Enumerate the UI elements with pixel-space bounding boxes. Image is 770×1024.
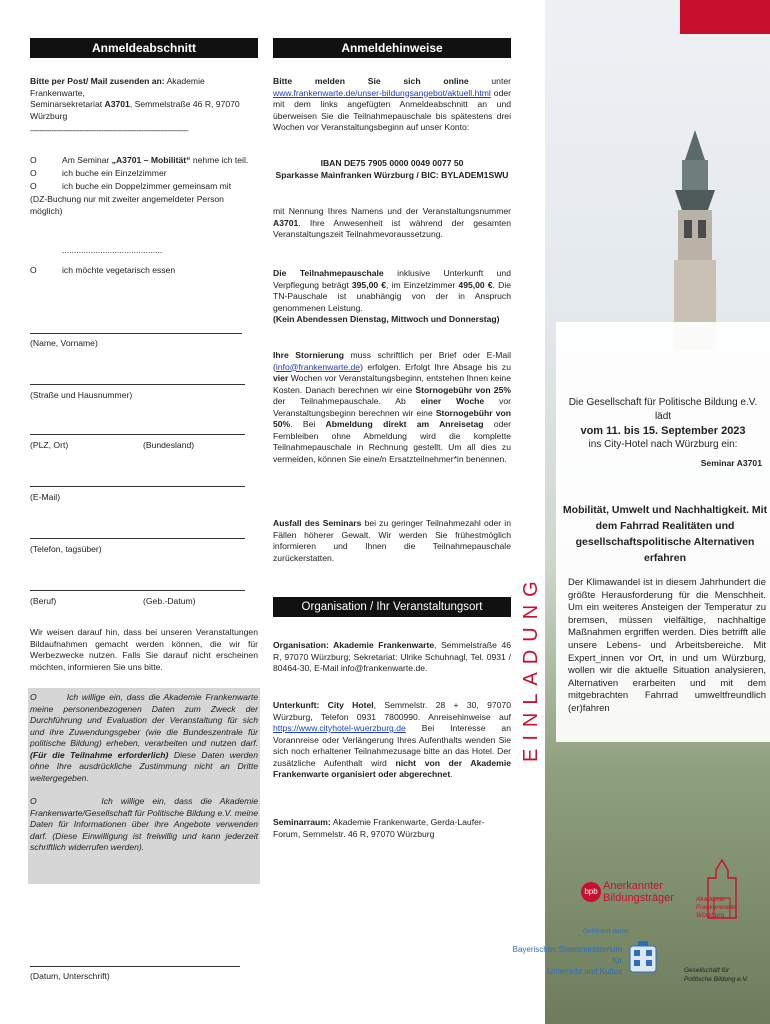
cut-line: ------------------------------------------------------------------- (30, 125, 189, 135)
fee-label: Die Teilnahmepauschale (273, 268, 384, 278)
cancel-one-week: einer Woche (420, 396, 485, 406)
akademie-label (696, 896, 736, 920)
cancel-same-day: Abmeldung direkt am Anreisetag (325, 419, 484, 429)
organisation-label: Organisation: Akademie Frankenwarte (273, 640, 435, 650)
gpb-line-1: Gesellschaft für (684, 967, 730, 974)
ministry-line-1: Bayerisches Staatsministerium für (512, 945, 622, 965)
email-field[interactable] (30, 486, 245, 487)
address-line-2a: Seminarsekretariat (30, 99, 105, 109)
register-online-label: Bitte melden Sie sich online (273, 76, 469, 86)
seminar-description: Der Klimawandel ist in diesem Jahrhundert die größte Herausforderung für die Menschheit. Um ein weiteres Ansteigen der Temperatur zu bremsen, müssen vielfältige, nachhaltige Maßnahmen ergriffen werden. Dies betrifft alle unsere Lebens- und Arbeitsbereiche. Mit Expert_innen vor Ort, in und um Würzburg, wollen wir die aktuelle Situation analysieren, Alternativen erarbeiten und mit dem mitgebrachten Fahrrad umweltfreundlich (er)fahren (568, 577, 766, 714)
consent-required-note: (Für die Teilnahme erforderlich) (30, 749, 169, 760)
birthdate-label: (Geb.-Datum) (143, 596, 196, 606)
cancel-text-f: . Bei (290, 419, 326, 429)
akademie-line-2: Frankenwarte (696, 904, 736, 911)
signature-field[interactable] (30, 966, 240, 967)
checkbox-attend[interactable]: O (30, 155, 37, 165)
fee-price-double: 395,00 € (351, 279, 387, 290)
bpb-logo: bpb (581, 882, 601, 902)
name-field[interactable] (30, 333, 242, 334)
seminar-title: Mobilität, Umwelt und Nachhaltigkeit. Mit dem Fahrrad Realitäten und gesellschaftspolitische Alternativen erfahren (562, 504, 768, 564)
cancel-text-e: vor Veranstaltungsbeginn berechnen wir eine (273, 396, 512, 418)
akademie-line-3: Würzburg (696, 912, 725, 919)
checkbox-single-room[interactable]: O (30, 168, 37, 178)
cancel-text-d: der Teilnahmepauschale. Ab (273, 396, 421, 406)
checkbox-consent-data[interactable]: O (30, 692, 37, 702)
ministry-line-2: Unterricht und Kultus (547, 967, 622, 976)
einladung-vertical-title (517, 500, 543, 770)
single-room-label: ich buche ein Einzelzimmer (62, 168, 167, 178)
bpb-line-1: Anerkannter (603, 880, 663, 892)
consent-box (28, 688, 260, 884)
hotel-text-b: Bei Interesse an Vorannreise oder Verlängerung Ihres Aufenthalts wenden Sie sich noch erhaltener Teilnahmezusage bitte an das Hotel. Der zusätzliche Aufenthalt wird (273, 723, 511, 768)
address-line-1: Akademie Frankenwarte, (30, 76, 205, 98)
bavarian-crest-icon (626, 940, 660, 976)
option-attend[interactable] (30, 155, 258, 167)
state-label: (Bundesland) (143, 440, 195, 450)
organisation-text (273, 640, 511, 675)
hotel-text (273, 700, 511, 781)
email-label: (E-Mail) (30, 492, 61, 502)
reference-code: A3701 (273, 217, 299, 228)
consent-data-text: Ich willige ein, dass die Akademie Frankenwarte meine personenbezogenen Daten zum Zweck der Durchführung und Evaluation der Veranstaltung für sich und ihre Zuwendungsgeber (wie die Bundeszentrale für politische Bildung) erheben, verarbeiten und nutzen darf. (30, 692, 258, 748)
seminar-cancellation-text (273, 518, 511, 564)
reference-note (273, 206, 511, 241)
bpb-label (603, 880, 674, 904)
invitation-intro (560, 396, 766, 452)
registration-notes-header: Anmeldehinweise (273, 38, 511, 58)
register-text-b: oder mit dem links angefügten Anmeldeabschnitt an und überweisen Sie die Teilnahmepauschale bis spätestens drei Wochen vor Veranstaltungsbeginn auf unser Konto: (273, 87, 511, 132)
seminar-room-text (273, 817, 511, 840)
street-field[interactable] (30, 384, 245, 385)
cancellation-label: Ihre Stornierung (273, 350, 344, 360)
seminar-number: Seminar A3701 (700, 458, 762, 468)
vegetarian-label: ich möchte vegetarisch essen (62, 265, 176, 275)
red-accent-block (680, 0, 770, 34)
gpb-line-2: Politische Bildung e.V. (684, 976, 749, 983)
companion-field[interactable]: .......................................... (62, 245, 163, 255)
phone-label: (Telefon, tagsüber) (30, 544, 102, 554)
consent-data-text-end: Diese Daten werden ohne Ihre ausdrückliche Zustimmung nicht an Dritte weitergegeben. (30, 749, 258, 783)
seminar-cancel-body: bei zu geringer Teilnahmezahl oder in Fällen höherer Gewalt. Wir werden Sie frühestmöglich informieren und Ihnen die Teilnahmepauschale zurückerstatten. (273, 518, 511, 563)
invitation-line-1: Die Gesellschaft für Politische Bildung e.V. lädt (568, 397, 758, 422)
fee-text-c: . Die TN-Pauschale ist unabhängig von der in Anspruch genommenen Leistung. (273, 279, 512, 313)
checkbox-double-room[interactable]: O (30, 181, 37, 191)
fee-text-b: , im Einzelzimmer (386, 279, 459, 290)
double-room-note: (DZ-Buchung nur mit zweiter angemeldeter Person möglich) (30, 194, 224, 216)
tower-illustration (660, 130, 730, 350)
signature-label: (Datum, Unterschrift) (30, 971, 110, 981)
cancel-fee-25: Stornogebühr von 25% (415, 384, 512, 395)
mailing-address (30, 76, 258, 122)
registration-link[interactable]: www.frankenwarte.de/unser-bildungsangebot/aktuell.html (273, 87, 491, 98)
seminar-code: A3701 (104, 99, 130, 109)
name-label: (Name, Vorname) (30, 338, 98, 348)
email-link[interactable]: info@frankenwarte.de (275, 361, 361, 372)
checkbox-consent-info[interactable]: O (30, 796, 37, 806)
gpb-label (684, 966, 748, 984)
cancel-text-g: oder Fernbleiben ohne Abmeldung wird die komplette Teilnahmepauschale in Rechnung gestellt. Um all dies zu vermeiden, können Sie eine/n Ersatzteilnehmer*in benennen. (273, 419, 511, 464)
option-vegetarian[interactable] (30, 265, 258, 277)
fee-dinner-note: (Kein Abendessen Dienstag, Mittwoch und Donnerstag) (273, 314, 500, 324)
city-label: (PLZ, Ort) (30, 440, 69, 450)
job-field[interactable] (30, 590, 245, 591)
bpb-line-2: Bildungsträger (603, 892, 674, 904)
organisation-header: Organisation / Ihr Veranstaltungsort (273, 597, 511, 617)
photo-notice: Wir weisen darauf hin, dass bei unseren Veranstaltungen Bildaufnahmen gemacht werden können, die wir für Werbezwecke nutzen. Falls Sie darauf nicht erscheinen möchten, informieren Sie uns bitte. (30, 627, 258, 672)
seminar-room-label: Seminarraum: (273, 817, 331, 827)
seminar-room-body: Akademie Frankenwarte, Gerda-Laufer-Forum, Semmelstr. 46 R, 97070 Würzburg (273, 817, 485, 839)
address-label: Bitte per Post/ Mail zusenden an: (30, 76, 165, 86)
fee-price-single: 495,00 € (458, 279, 493, 290)
hotel-text-a: , Semmelstr. 28 + 30, 97070 Würzburg, Telefon 0931 7800990. Anreisehinweise auf (273, 700, 511, 722)
einladung-text: EINLADUNG (520, 573, 542, 762)
cancel-fee-50: Stornogebühr von 50% (273, 407, 511, 429)
reference-text-b: . Ihre Anwesenheit ist während der gesamten Veranstaltungszeit Teilnahmevoraussetzung. (273, 217, 511, 239)
akademie-line-1: Akademie (696, 896, 725, 903)
consent-info-text: Ich willige ein, dass die Akademie Frankenwarte/Gesellschaft für Politische Bildung e.V. meine Daten für Informationen über ihre Angebote verwenden darf. (Diese Einwilligung ist freiwillig und kann jederzeit schriftlich widerrufen werden). (30, 796, 258, 852)
attend-label: Am Seminar (62, 155, 112, 165)
checkbox-vegetarian[interactable]: O (30, 265, 37, 275)
hotel-not-organised: nicht von der Akademie Frankenwarte organisiert oder abgerechnet (273, 757, 511, 779)
cancellation-text (273, 350, 511, 465)
cancel-text-a: muss schriftlich per Brief oder E-Mail ( (273, 350, 511, 372)
hotel-link[interactable]: https://www.cityhotel-wuerzburg.de (273, 723, 406, 733)
option-single-room[interactable] (30, 168, 258, 180)
hotel-text-c: . (450, 769, 453, 779)
attend-seminar-name: „A3701 – Mobilität“ (111, 155, 191, 165)
funded-by-label: Gefördert durch: (583, 928, 631, 935)
consent-data-processing[interactable] (30, 692, 258, 784)
option-double-room[interactable] (30, 181, 258, 193)
phone-field[interactable] (30, 538, 245, 539)
invitation-line-2: ins City-Hotel nach Würzburg ein: (588, 439, 738, 450)
registration-form-header: Anmeldeabschnitt (30, 38, 258, 58)
consent-newsletter[interactable] (30, 796, 258, 854)
ministry-label (512, 944, 622, 977)
iban: IBAN DE75 7905 0000 0049 0077 50 (320, 158, 464, 168)
seminar-cancel-label: Ausfall des Seminars (273, 518, 362, 528)
fee-text (273, 268, 511, 326)
attend-label-end: nehme ich teil. (190, 155, 249, 165)
fee-text-a: inklusive Unterkunft und Verpflegung beträgt (273, 268, 511, 290)
city-field[interactable] (30, 434, 245, 435)
organisation-body: , Semmelstraße 46 R, 97070 Würzburg; Sekretariat: Ulrike Schuhnagl, Tel. 0931 / 80464-30, E-Mail info@frankenwarte.de. (273, 640, 511, 673)
cancel-four: vier (273, 373, 289, 383)
street-label: (Straße und Hausnummer) (30, 390, 133, 400)
job-label: (Beruf) (30, 596, 57, 606)
bank-details: Sparkasse Mainfranken Würzburg / BIC: BYLADEM1SWU (275, 170, 509, 180)
double-room-label: ich buche ein Doppelzimmer gemeinsam mit (62, 181, 232, 191)
reference-text-a: mit Nennung Ihres Namens und der Veranstaltungsnummer (273, 206, 511, 216)
online-registration-text (273, 76, 511, 134)
seminar-date: vom 11. bis 15. September 2023 (580, 425, 746, 437)
hotel-label: Unterkunft: City Hotel (273, 700, 374, 710)
cancel-text-c: Wochen vor Veranstaltungsbeginn, entstehen Ihnen keine Kosten. Danach berechnen wir eine (273, 373, 511, 395)
register-text-a: unter (468, 76, 511, 86)
address-line-2b: , Semmelstraße 46 R, 97070 Würzburg (30, 99, 240, 121)
cancel-text-b: ) erfolgen. Erfolgt Ihre Absage bis zu (360, 361, 511, 372)
